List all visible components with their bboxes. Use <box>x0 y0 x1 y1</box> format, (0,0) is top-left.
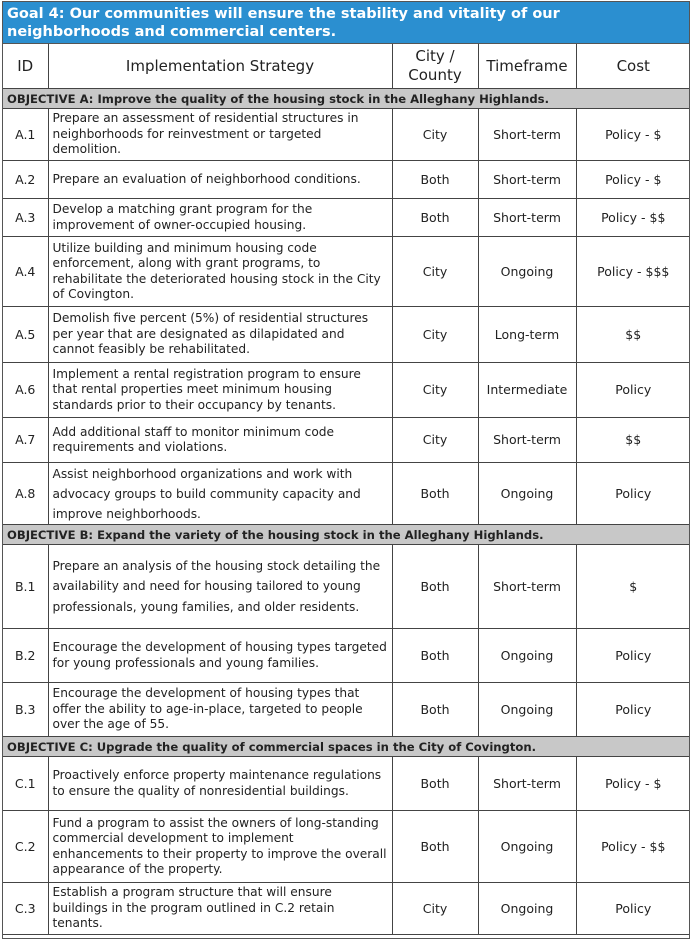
row-timeframe: Ongoing <box>478 629 576 683</box>
row-cost: Policy <box>576 683 690 737</box>
row-id: A.8 <box>3 463 48 525</box>
row-cost: Policy <box>576 883 690 935</box>
row-jurisdiction: City <box>392 418 478 463</box>
row-cost: Policy <box>576 629 690 683</box>
row-strategy: Develop a matching grant program for the improvement of owner-occupied housing. <box>48 199 392 237</box>
row-cost: Policy - $ <box>576 109 690 161</box>
row-timeframe: Ongoing <box>478 883 576 935</box>
row-timeframe: Ongoing <box>478 237 576 307</box>
row-id: B.3 <box>3 683 48 737</box>
row-cost: $$ <box>576 418 690 463</box>
row-jurisdiction: City <box>392 109 478 161</box>
header-strategy: Implementation Strategy <box>48 44 392 89</box>
row-jurisdiction: City <box>392 363 478 418</box>
row-id: A.4 <box>3 237 48 307</box>
row-jurisdiction: Both <box>392 683 478 737</box>
row-cost: Policy - $ <box>576 161 690 199</box>
table-row <box>3 109 690 161</box>
row-timeframe: Intermediate <box>478 363 576 418</box>
row-strategy: Add additional staff to monitor minimum code requirements and violations. <box>48 418 392 463</box>
row-timeframe: Short-term <box>478 109 576 161</box>
row-id: A.5 <box>3 307 48 363</box>
row-timeframe: Long-term <box>478 307 576 363</box>
row-cost: Policy <box>576 363 690 418</box>
row-jurisdiction: Both <box>392 629 478 683</box>
row-timeframe: Short-term <box>478 545 576 629</box>
row-jurisdiction: Both <box>392 161 478 199</box>
objective-row <box>3 525 690 545</box>
row-strategy: Establish a program structure that will ensure buildings in the program outlined in C.2 retain tenants. <box>48 883 392 935</box>
row-id: B.2 <box>3 629 48 683</box>
row-id: A.3 <box>3 199 48 237</box>
goal-title: Goal 4: Our communities will ensure the stability and vitality of our neighborhoods and commercial centers. <box>3 2 689 44</box>
row-cost: $$ <box>576 307 690 363</box>
table-row <box>3 683 690 737</box>
row-strategy: Utilize building and minimum housing code enforcement, along with grant programs, to rehabilitate the deteriorated housing stock in the City of Covington. <box>48 237 392 307</box>
table-row <box>3 757 690 811</box>
strategy-table-frame <box>2 1 690 939</box>
objective-b-label: OBJECTIVE B: Expand the variety of the housing stock in the Alleghany Highlands. <box>3 525 690 545</box>
header-city-county: City / County <box>392 44 478 89</box>
row-jurisdiction: City <box>392 307 478 363</box>
row-strategy: Prepare an analysis of the housing stock detailing the availability and need for housing tailored to young professionals, young families, and older residents. <box>48 545 392 629</box>
header-id: ID <box>3 44 48 89</box>
row-strategy: Assist neighborhood organizations and work with advocacy groups to build community capacity and improve neighborhoods. <box>48 463 392 525</box>
row-strategy: Implement a rental registration program to ensure that rental properties meet minimum housing standards prior to their occupancy by tenants. <box>48 363 392 418</box>
objective-c-label: OBJECTIVE C: Upgrade the quality of commercial spaces in the City of Covington. <box>3 737 690 757</box>
row-jurisdiction: City <box>392 237 478 307</box>
row-strategy: Demolish five percent (5%) of residential structures per year that are designated as dilapidated and cannot feasibly be rehabilitated. <box>48 307 392 363</box>
row-id: A.2 <box>3 161 48 199</box>
objective-a-label: OBJECTIVE A: Improve the quality of the housing stock in the Alleghany Highlands. <box>3 89 690 109</box>
row-id: A.7 <box>3 418 48 463</box>
row-id: A.1 <box>3 109 48 161</box>
table-row <box>3 883 690 935</box>
row-strategy: Proactively enforce property maintenance regulations to ensure the quality of nonresidential buildings. <box>48 757 392 811</box>
table-row <box>3 629 690 683</box>
table-row <box>3 545 690 629</box>
row-strategy: Prepare an evaluation of neighborhood conditions. <box>48 161 392 199</box>
row-jurisdiction: City <box>392 883 478 935</box>
header-timeframe: Timeframe <box>478 44 576 89</box>
row-timeframe: Short-term <box>478 199 576 237</box>
table-row <box>3 237 690 307</box>
row-jurisdiction: Both <box>392 811 478 883</box>
row-timeframe: Ongoing <box>478 683 576 737</box>
row-timeframe: Short-term <box>478 161 576 199</box>
row-timeframe: Ongoing <box>478 463 576 525</box>
row-id: B.1 <box>3 545 48 629</box>
row-cost: Policy - $$$ <box>576 237 690 307</box>
row-id: C.3 <box>3 883 48 935</box>
objective-row <box>3 89 690 109</box>
row-jurisdiction: Both <box>392 757 478 811</box>
header-row <box>3 44 690 89</box>
row-cost: $ <box>576 545 690 629</box>
row-id: C.2 <box>3 811 48 883</box>
table-row <box>3 811 690 883</box>
row-jurisdiction: Both <box>392 545 478 629</box>
table-row <box>3 363 690 418</box>
table-row <box>3 161 690 199</box>
row-cost: Policy <box>576 463 690 525</box>
row-id: C.1 <box>3 757 48 811</box>
row-jurisdiction: Both <box>392 199 478 237</box>
row-cost: Policy - $$ <box>576 199 690 237</box>
row-strategy: Encourage the development of housing types that offer the ability to age-in-place, targeted to people over the age of 55. <box>48 683 392 737</box>
implementation-table <box>3 44 690 935</box>
row-timeframe: Ongoing <box>478 811 576 883</box>
row-strategy: Fund a program to assist the owners of long-standing commercial development to implement enhancements to their property to improve the overall appearance of the property. <box>48 811 392 883</box>
table-row <box>3 418 690 463</box>
table-row <box>3 307 690 363</box>
row-id: A.6 <box>3 363 48 418</box>
table-row <box>3 463 690 525</box>
row-strategy: Encourage the development of housing types targeted for young professionals and young families. <box>48 629 392 683</box>
row-jurisdiction: Both <box>392 463 478 525</box>
row-timeframe: Short-term <box>478 418 576 463</box>
row-cost: Policy - $$ <box>576 811 690 883</box>
row-cost: Policy - $ <box>576 757 690 811</box>
header-cost: Cost <box>576 44 690 89</box>
table-row <box>3 199 690 237</box>
row-timeframe: Short-term <box>478 757 576 811</box>
objective-row <box>3 737 690 757</box>
row-strategy: Prepare an assessment of residential structures in neighborhoods for reinvestment or targeted demolition. <box>48 109 392 161</box>
